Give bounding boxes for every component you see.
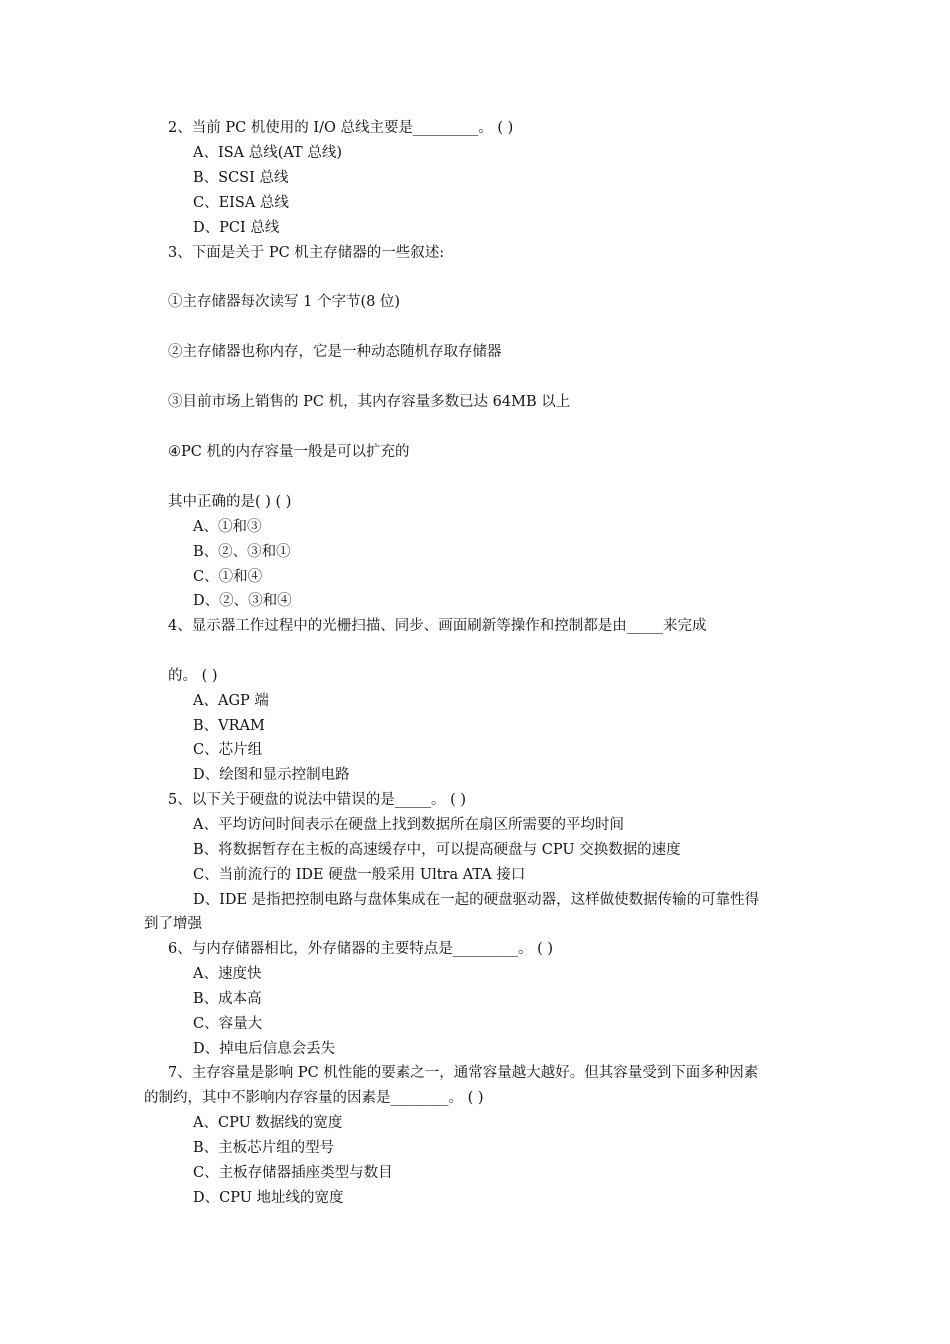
- question-2-option-c: C、EISA 总线: [193, 195, 289, 211]
- question-5-option-d: D、IDE 是指把控制电路与盘体集成在一起的硬盘驱动器，这样做使数据传输的可靠性得: [193, 892, 760, 908]
- question-2-option-a: A、ISA 总线(AT 总线): [193, 145, 342, 161]
- question-3-statement-3: ③目前市场上销售的 PC 机，其内存容量多数已达 64MB 以上: [168, 394, 571, 410]
- question-4-option-c: C、芯片组: [193, 742, 263, 758]
- question-6-option-a: A、速度快: [193, 966, 262, 982]
- question-7-stem: 7、主存容量是影响 PC 机性能的要素之一，通常容量越大越好。但其容量受到下面多种因素: [168, 1065, 759, 1081]
- question-5-option-c: C、当前流行的 IDE 硬盘一般采用 Ultra ATA 接口: [193, 867, 526, 883]
- question-2-option-d: D、PCI 总线: [193, 220, 280, 236]
- question-3-prompt: 其中正确的是( ) ( ): [168, 494, 292, 510]
- question-6-option-d: D、掉电后信息会丢失: [193, 1041, 336, 1057]
- question-3-option-a: A、①和③: [193, 519, 262, 535]
- question-5-option-b: B、将数据暂存在主板的高速缓存中，可以提高硬盘与 CPU 交换数据的速度: [193, 842, 681, 858]
- question-7-option-c: C、主板存储器插座类型与数目: [193, 1165, 393, 1181]
- question-5-option-d-cont: 到了增强: [144, 916, 202, 932]
- question-5-option-a: A、平均访问时间表示在硬盘上找到数据所在扇区所需要的平均时间: [193, 817, 624, 833]
- question-3-option-d: D、②、③和④: [193, 593, 292, 609]
- question-5-stem: 5、以下关于硬盘的说法中错误的是_____。 ( ): [168, 792, 467, 808]
- question-3-stem: 3、下面是关于 PC 机主存储器的一些叙述:: [168, 245, 445, 261]
- question-7-option-b: B、主板芯片组的型号: [193, 1140, 335, 1156]
- question-7-option-d: D、CPU 地址线的宽度: [193, 1190, 344, 1206]
- question-2-stem: 2、当前 PC 机使用的 I/O 总线主要是_________。 ( ): [168, 120, 514, 136]
- question-3-option-b: B、②、③和①: [193, 544, 291, 560]
- question-6-stem: 6、与内存储器相比，外存储器的主要特点是_________。 ( ): [168, 941, 554, 957]
- question-3-statement-4: ④PC 机的内存容量一般是可以扩充的: [168, 444, 410, 460]
- question-3-statement-1: ①主存储器每次读写 1 个字节(8 位): [168, 294, 401, 310]
- question-2-option-b: B、SCSI 总线: [193, 170, 289, 186]
- question-4-option-b: B、VRAM: [193, 718, 265, 734]
- question-6-option-c: C、容量大: [193, 1016, 263, 1032]
- question-4-stem: 4、显示器工作过程中的光栅扫描、同步、画面刷新等操作和控制都是由_____来完成: [168, 618, 707, 634]
- question-4-option-d: D、绘图和显示控制电路: [193, 767, 350, 783]
- question-7-stem-cont: 的制约，其中不影响内存容量的因素是________。 ( ): [144, 1090, 484, 1106]
- question-4-option-a: A、AGP 端: [193, 693, 269, 709]
- question-3-statement-2: ②主存储器也称内存，它是一种动态随机存取存储器: [168, 344, 502, 360]
- question-3-option-c: C、①和④: [193, 569, 263, 585]
- question-4-stem-cont: 的。 ( ): [168, 668, 218, 684]
- question-6-option-b: B、成本高: [193, 991, 262, 1007]
- question-7-option-a: A、CPU 数据线的宽度: [193, 1115, 343, 1131]
